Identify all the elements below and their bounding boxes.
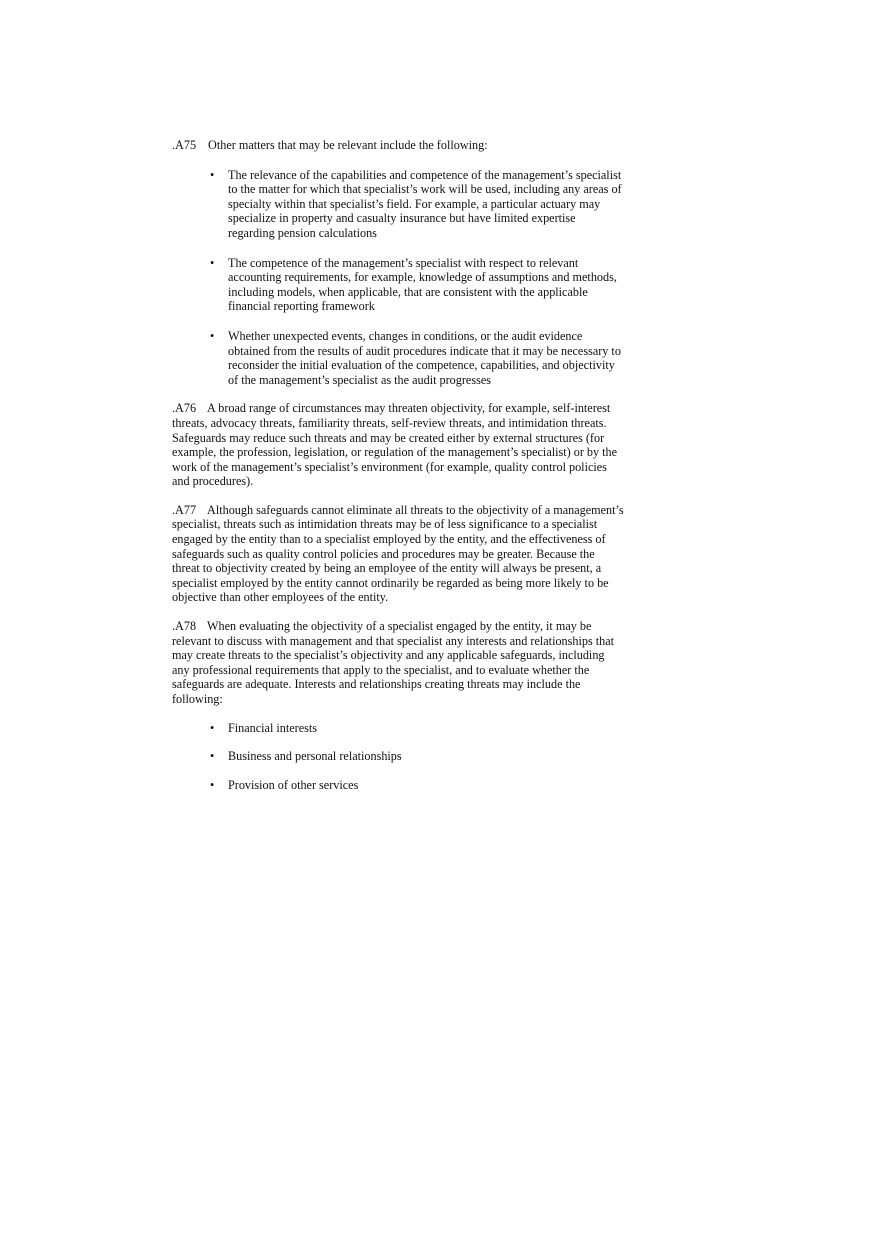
paragraph-a76 (172, 401, 624, 489)
list-item-text: Whether unexpected events, changes in conditions, or the audit evidence obtained from the results of audit procedures indicate that it may be necessary to reconsider the initial evaluation of the competence, capabilities, and objectivity of the management’s specialist as the audit progresses (228, 328, 621, 387)
list-item (172, 749, 624, 764)
bullet-icon: • (210, 255, 215, 270)
list-item-text: Financial interests (228, 720, 318, 735)
list-item (172, 778, 624, 793)
paragraph-number: .A75 (172, 138, 197, 152)
paragraph-a75 (172, 138, 624, 153)
paragraph-number: .A76 (172, 401, 197, 416)
list-item-text: Business and personal relationships (228, 749, 402, 764)
bullet-list-a78 (172, 721, 624, 793)
bullet-icon: • (210, 328, 215, 343)
document-page (172, 138, 624, 792)
list-item-text: Provision of other services (228, 777, 359, 792)
paragraph-text: Other matters that may be relevant include the following: (208, 138, 488, 152)
paragraph-text: Although safeguards cannot eliminate all threats to the objectivity of a management’s specialist, threats such as intimidation threats may be of less significance to a specialist engaged by the entity than to a specialist employed by the entity, and the effectiveness of safeguards such as quality control policies and procedures may be greater. Because the threat to objectivity created by being an employee of the entity will always be present, a specialist employed by the entity cannot ordinarily be regarded as being more likely to be objective than other employees of the entity. (172, 502, 624, 605)
list-item (172, 721, 624, 736)
bullet-list-a75 (172, 168, 624, 388)
list-item (172, 329, 624, 387)
list-item (172, 256, 624, 314)
bullet-icon: • (210, 777, 215, 792)
paragraph-a77 (172, 503, 624, 605)
bullet-icon: • (210, 720, 215, 735)
paragraph-text: A broad range of circumstances may threaten objectivity, for example, self-interest threats, advocacy threats, familiarity threats, self-review threats, and intimidation threats. Safeguards may reduce such threats and may be created either by external structures (for example, the profession, legislation, or regulation of the management’s specialist) or by the work of the management’s specialist’s environment (for example, quality control policies and procedures). (172, 401, 618, 489)
paragraph-number: .A77 (172, 502, 197, 517)
paragraph-text: When evaluating the objectivity of a specialist engaged by the entity, it may be relevant to discuss with management and that specialist any interests and relationships that may create threats to the specialist’s objectivity and any applicable safeguards, including any professional requirements that apply to the specialist, and to evaluate whether the safeguards are adequate. Interests and relationships creating threats may include the following: (172, 619, 615, 706)
bullet-icon: • (210, 167, 215, 182)
paragraph-a78 (172, 619, 624, 707)
bullet-icon: • (210, 749, 215, 764)
list-item-text: The competence of the management’s specialist with respect to relevant accounting requirements, for example, knowledge of assumptions and methods, including models, when applicable, that are consistent with the applicable financial reporting framework (228, 255, 617, 314)
list-item (172, 168, 624, 241)
list-item-text: The relevance of the capabilities and competence of the management’s specialist to the matter for which that specialist’s work will be used, including any areas of specialty within that specialist’s field. For example, a particular actuary may specialize in property and casualty insurance but have limited expertise regarding pension calculations (228, 167, 622, 240)
paragraph-number: .A78 (172, 619, 197, 634)
